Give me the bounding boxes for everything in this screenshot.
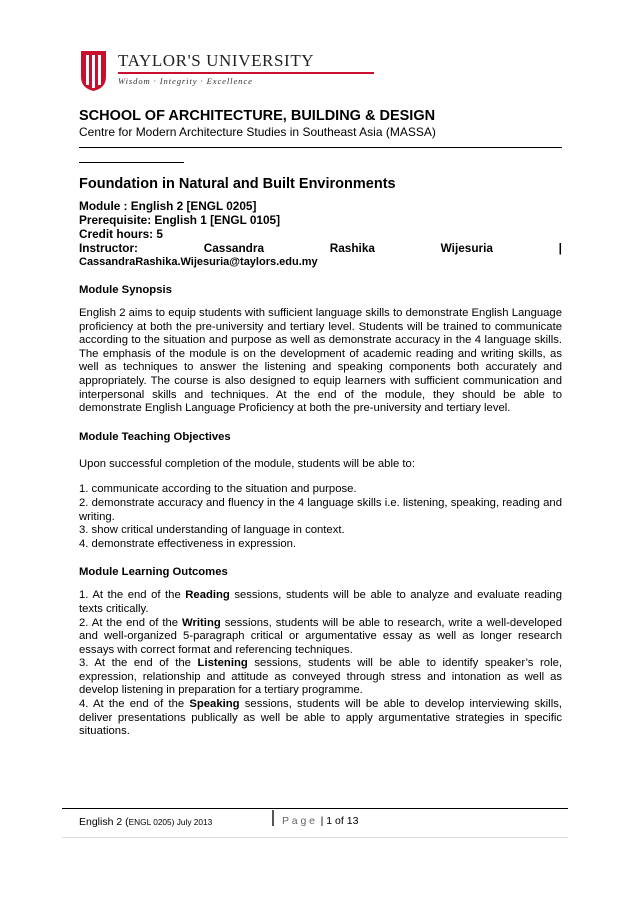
university-crest-icon — [80, 50, 107, 92]
footer-divider — [62, 808, 568, 809]
synopsis-text: English 2 aims to equip students with sufficient language skills to demonstrate English Language proficiency at both the pre-university and tertiary level. Students will be trained to communicate according to the situation and purpose as well as demonstrate accuracy in the 4 language skills. The emphasis of the module is on the development of academic reading and writing skills, as well as techniques to answer the listening and speaking components both accurately and appropriately. The course is also designed to equip learners with sufficient communication and interpersonal skills and techniques. At the end of the module, they should be able to demonstrate English Language Proficiency at both the pre-university and tertiary level. — [79, 307, 562, 415]
objective-item: 3. show critical understanding of language in context. — [79, 524, 345, 537]
module-code: Module : English 2 [ENGL 0205] — [79, 199, 257, 213]
outcome-skill: Speaking — [189, 698, 240, 711]
outcome-item: 3. At the end of the Listening sessions, students will be able to identify speaker’s role, expression, relationship and attitude as conveyed through stress and intonation as well as develop listening in preparation for a tertiary programme. — [79, 657, 563, 697]
document-body — [79, 108, 562, 739]
outcome-skill: Reading — [185, 589, 230, 602]
header-underline — [79, 147, 562, 148]
instructor-last-name: Wijesuria — [440, 241, 493, 255]
objective-item: 2. demonstrate accuracy and fluency in the 4 language skills i.e. listening, speaking, reading and writing. — [79, 496, 562, 523]
university-tagline: Wisdom · Integrity · Excellence — [118, 76, 253, 86]
objective-item: 1. communicate according to the situation and purpose. — [79, 483, 357, 496]
instructor-middle-name: Rashika — [329, 241, 375, 255]
page-label: Page — [282, 815, 318, 827]
header-underline-continued — [79, 162, 184, 163]
objectives-heading: Module Teaching Objectives — [79, 430, 231, 443]
prerequisite: Prerequisite: English 1 [ENGL 0105] — [79, 213, 281, 227]
footer-course: English 2 (ENGL 0205) July 2013 — [79, 816, 213, 828]
outcome-item: 4. At the end of the Speaking sessions, students will be able to develop interviewing skills, deliver presentations publically as well be able to apply argumentative strategies in specific situations. — [79, 698, 562, 738]
programme-title: Foundation in Natural and Built Environments — [79, 176, 396, 192]
page-count: | 1 of 13 — [320, 815, 359, 827]
instructor-label: Instructor: — [79, 241, 138, 255]
outcome-skill: Writing — [182, 616, 221, 629]
outcome-skill: Listening — [197, 657, 248, 670]
instructor-separator: | — [558, 241, 562, 255]
instructor-first-name: Cassandra — [203, 241, 265, 255]
centre-subtitle: Centre for Modern Architecture Studies in Southeast Asia (MASSA) — [79, 125, 436, 139]
instructor-email: CassandraRashika.Wijesuria@taylors.edu.my — [79, 256, 318, 268]
footer-separator — [272, 810, 274, 826]
credit-hours: Credit hours: 5 — [79, 227, 163, 241]
objectives-intro: Upon successful completion of the module, students will be able to: — [79, 457, 415, 470]
outcome-item: 2. At the end of the Writing sessions, students will be able to research, write a well-developed and well-organized 5-paragraph critical or argumentative essay as well as longer research essays with correct format and referencing techniques. — [79, 616, 562, 656]
university-name: TAYLOR'S UNIVERSITY — [118, 51, 315, 70]
outcome-item: 1. At the end of the Reading sessions, students will be able to analyze and evaluate reading texts critically. — [79, 589, 562, 615]
footer-bottom-line — [62, 837, 568, 838]
instructor-line — [79, 241, 562, 255]
synopsis-heading: Module Synopsis — [79, 284, 172, 296]
outcomes-heading: Module Learning Outcomes — [79, 566, 228, 579]
objective-item: 4. demonstrate effectiveness in expression. — [79, 537, 297, 550]
footer-page-number — [282, 815, 358, 827]
logo-divider — [118, 72, 374, 74]
school-title: SCHOOL OF ARCHITECTURE, BUILDING & DESIGN — [79, 108, 436, 124]
